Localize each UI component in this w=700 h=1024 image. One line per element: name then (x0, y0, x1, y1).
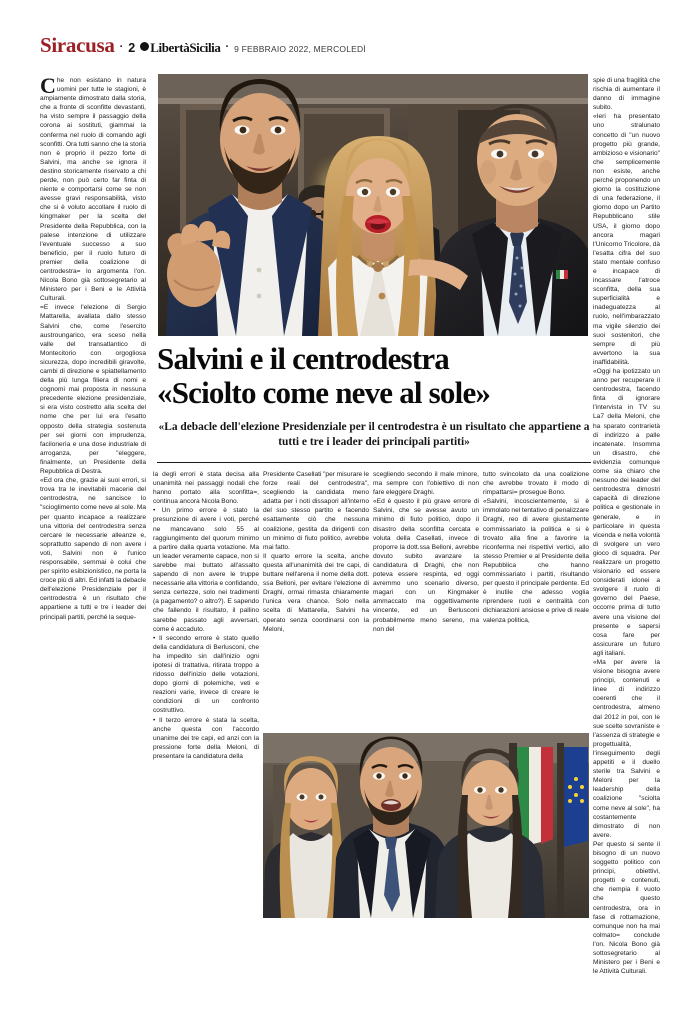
body-paragraph: Per questo si sente il bisogno di un nuovo soggetto politico con principi, obiettivi, progetti e contenuti, che riempia il vuoto che questo centrodestra, ora in fase di rottamazione, comunque non ha mai colmato= conclude l'on. Nicola Bono già sottosegretario al Ministero per i Beni e le Attività Culturali. (593, 840, 660, 976)
body-column-1 (40, 73, 146, 622)
body-paragraph: «Ieri ha presentato uno stralunato concetto di "un nuovo progetto più grande, ambizioso e visionario" che semplicemente non esiste, anche perché proponendo un giorno la costituzione di una federazione, il giorno dopo un Partito Repubblicano stile USA, il giorno dopo ancora magari l'Unicorno Tricolore, dà l'esatta cifra del suo stato mentale confuso e incapace di incassare l'atroce sconfitta, della sua superficialità e inadeguatezza al ruolo, nell'imbarazzato ma vigile silenzio dei suoi sostenitori, che sempre di più avvertono la sua inaffidabilità. (593, 113, 660, 366)
body-paragraph: • Il terzo errore è stata la scelta, anche questa con l'accordo unanime dei tre capi, ed anzi con la pressione forte della Meloni, di presentare la candidatura della (153, 716, 259, 760)
masthead-page-number: 2 (128, 41, 136, 55)
masthead-city: Siracusa (40, 33, 115, 57)
masthead-brand: LibertàSicilia (150, 40, 221, 55)
liberta-sicilia-logo (140, 40, 220, 56)
body-column-2 (153, 470, 259, 761)
headline-deck: «La debacle dell'elezione Presidenziale per il centrodestra è un risultato che appartiene a tutti e tre i leader dei principali partiti» (158, 421, 590, 448)
body-paragraph: Il quarto errore la scelta, anche questa all'unanimità dei tre capi, di buttare nell'arena il nome della dott. ssa Belloni, per evitare l'elezione di Draghi, ormai rimasta chiaramente l'unica vera chance. Solo nella scelta di Mattarella, Salvini ha operato senza coordinarsi con la Meloni, (263, 552, 369, 633)
headline-line-2: «Sciolto come neve al sole» (157, 375, 491, 410)
body-column-5 (483, 470, 589, 625)
body-paragraph: «Ed ora che, grazie ai suoi errori, si trova tra le inevitabili macerie del centrodestra, ne sancisce lo "scioglimento come neve al sole. Ma per quanto incapace a realizzare una vittoria del centrodestra senza cercare le necessarie alleanze e, soprattutto sapendo di non avere i voti, Salvini non è l'unico responsabile, semmai è colui che per spirito esibizionistico, ne porta la croce più di altri. Ed infatti la debacle dell'elezione Presidenziale per il centrodestra è un risultato che appartiene a tutti e tre i leader dei principali partiti, perché la seque- (40, 477, 146, 621)
body-paragraph: • Il secondo errore è stato quello della candidatura di Berlusconi, che ha impedito sin dall'inizio ogni ipotesi di trattativa, ritirata troppo a ridosso dell'inizio delle votazioni, dopo giorni di polemiche, veti e reazioni varie, invece di creare le condizioni di un confronto costruttivo. (153, 634, 259, 715)
body-paragraph: • Un primo errore è stato la presunzione di avere i voti, perché ne mancavano solo 55 al raggiungimento del quorum minimo a partire dalla quarta votazione. Ma un leader veramente capace, non si sarebbe mai buttato all'assalto sapendo di non avere le truppe necessarie alla vittoria e confidando, senza certezze, solo nei tradimenti (a pagamento? o altro?). E sapendo che fallendo il risultato, il pallino sarebbe passato agli avversari, come è accaduto. (153, 507, 259, 633)
body-paragraph: Presidente Casellati "per misurare le forze reali del centrodestra", scegliendo la candidata meno adatta per i noti dissapori all'interno del suo stesso partito e facendo esattamente ciò che nessuna coalizione, gestita da dirigenti con un minimo di fiuto politico, avrebbe mai fatto. (263, 471, 369, 551)
body-column-6 (593, 76, 660, 976)
page-headline (157, 342, 591, 410)
masthead (40, 33, 660, 59)
body-column-3 (263, 470, 369, 634)
body-paragraph: «Ma per avere la visione bisogna avere principi, contenuti e linee di indirizzo coerenti che il centrodestra, almeno dal 2012 in poi, con le sue scelte sovraniste e l'assenza di strategie e progettualità, l'inseguimento degli appetiti e il duello sterile tra Salvini e Meloni per la leadership della coalizione "sciolta come neve al sole", ha costantemente dimostrato di non avere. (593, 659, 660, 839)
body-paragraph: «Ed è questo il più grave errore di Salvini, che se avesse avuto un minimo di fiuto politico, dopo il disastro della sconfitta cercata e voluta della Casellati, invece di proporre la dott.ssa Belloni, avrebbe dovuto subito avanzare la candidatura di Draghi, che non poteva essere respinta, ed oggi avremmo uno scenario diverso, magari con un Kingmaker ammaccato ma oggettivamente vincente, ed un Berlusconi probabilmente meno sereno, ma non del (373, 498, 479, 633)
salvini-meloni-press-photo (263, 733, 589, 918)
salvini-meloni-berlusconi-photo (158, 74, 588, 336)
deck-divider-rule (157, 462, 591, 463)
body-paragraph: «Oggi ha ipotizzato un anno per recuperare il centrodestra, facendo finta di ignorare l'intervista in TV su La7 della Meloni, che ha sparato contrarietà di indirizzo a palle incatenate. Insomma un disastro, che evidenzia comunque come sia chiaro che nessuno dei leader del centrodestra dimostri capacità di direzione politica e gestionale in generale, e in particolare in questa vicenda e nella volontà di svolgere un vero gioco di squadra. Per realizzare un progetto visionario ed essere considerati idonei a svolgere il ruolo di governo del Paese, occorre prima di tutto avere una visione del presente e sapersi cosa fare per assicurare un futuro agli italiani. (593, 368, 660, 657)
body-paragraph: =E invece l'elezione di Sergio Mattarella, avallata dallo stesso Salvini che, come l'esercito austroungarico, era sceso nella valle del transatlantico di Montecitorio con orgogliosa sicurezza, dopo incredibili giravolte, cambi di direzione e spiattellamento della più lunga filiera di nomi e cognomi mai proposta in nessuna precedente elezione presidenziale, si era visto costretto alla scelta del nome che per lui era l'esatto opposto della strategia sostenuta per sei giorni con imprudenza, facilonerìa e una dose industriale di arroganza, per "eleggere, finalmente, un Presidente della Repubblica di Destra. (40, 304, 146, 476)
body-paragraph: spie di una fragilità che rischia di aumentare il danno di immagine subito. (593, 77, 660, 112)
masthead-separator-1: · (119, 41, 124, 53)
body-paragraph: Che non esistano in natura uomini per tutte le stagioni, è ampiamente dimostrato dalla storia, che a fronte di sconfitte devastanti, ha visto sempre il passaggio della corona ai sostituti, giammai la conferma nel ruolo di comando agli sconfitti. Ora tutti sanno che la storia non è proprio il pezzo forte di Salvini, ma anche se ignora il destino storicamente riservato a chi perde, non può certo far finta di niente e comportarsi come se non avesse gravi responsabilità, visto che si è voluto accollare il ruolo di kingmaker per la scelta del Presidente della Repubblica, con la palese intenzione di utilizzare l'eventuale successo a suo beneficio, per il ruolo futuro di premier della coalizione di centrodestra= lo argomenta l'on. Nicola Bono già sottosegretario al Ministero per i Beni e le Attività Culturali. (40, 73, 146, 303)
body-paragraph: la degli errori è stata decisa alla unanimità nei passaggi nodali che hanno portato alla sconfitta=, continua ancora Nicola Bono. (153, 471, 259, 506)
masthead-date: 9 FEBBRAIO 2022, MERCOLEDÌ (234, 44, 366, 54)
headline-line-1: Salvini e il centrodestra (157, 341, 449, 376)
body-paragraph: tutto svincolato da una coalizione che avrebbe trovato il modo di rimpattarsi= prosegue Bono. (483, 471, 589, 497)
masthead-separator-2: · (225, 41, 230, 53)
body-column-4 (373, 470, 479, 634)
body-paragraph: scegliendo secondo il male minore, ma sempre con l'obiettivo di non fare eleggere Draghi. (373, 471, 479, 497)
body-paragraph: «Salvini, incoscientemente, si è immolato nel tentativo di penalizzare Draghi, reo di avere giustamente commissariato la politica e si è trovato alla fine a favorire la riconferma nei rispettivi vertici, allo stesso Premier e al Presidente della Repubblica che hanno commissariato i partiti, risultando per questo il principale perdente. Ed è inutile che adesso voglia riprendere ruoli e centralità con dichiarazioni ansiose e prive di reale valenza politica, (483, 498, 589, 624)
globe-icon (140, 42, 149, 51)
